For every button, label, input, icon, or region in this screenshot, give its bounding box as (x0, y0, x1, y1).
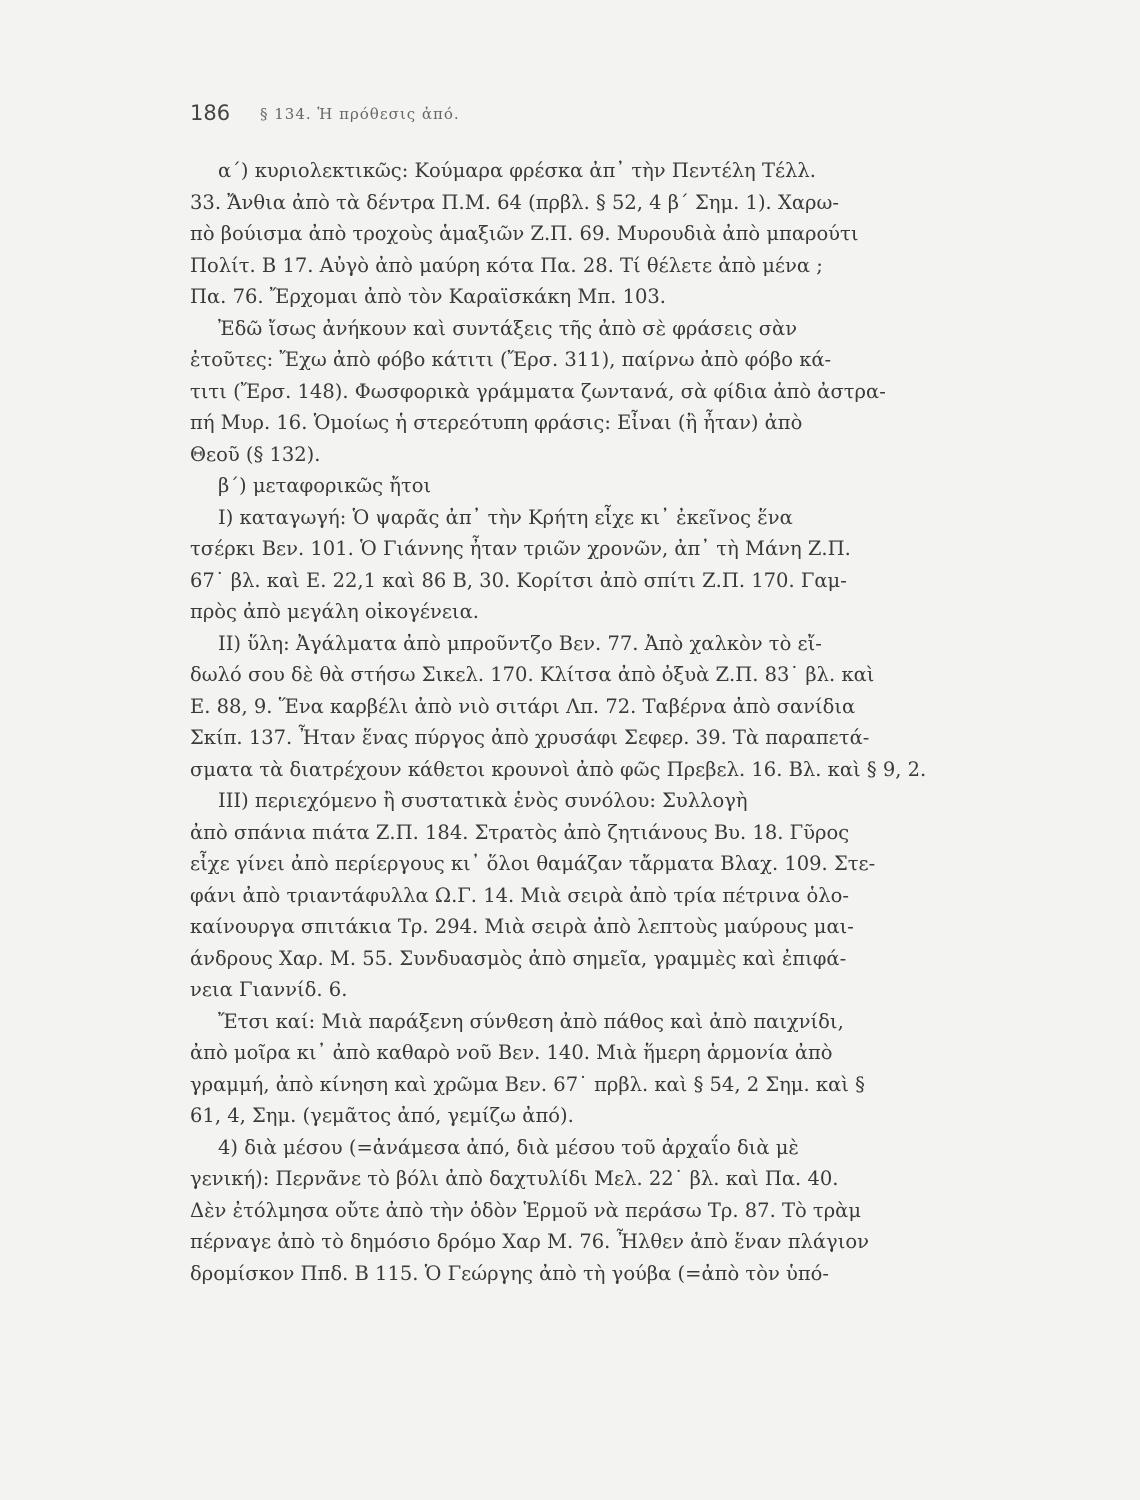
text-line: τιτι (Ἔρσ. 148). Φωσφορικὰ γράμματα ζωντανά, σὰ φίδια ἀπὸ ἀστρα- (190, 379, 886, 403)
text-line: ἀπὸ σπάνια πιάτα Ζ.Π. 184. Στρατὸς ἀπὸ ζητιάνους Βυ. 18. Γῦρος (190, 820, 850, 844)
text-line: Ε. 88, 9. Ἕνα καρβέλι ἀπὸ νιὸ σιτάρι Λπ. 72. Ταβέρνα ἀπὸ σανίδια (190, 694, 856, 718)
text-line: Δὲν ἐτόλμησα οὔτε ἀπὸ τὴν ὁδὸν Ἑρμοῦ νὰ περάσω Τρ. 87. Τὸ τρὰμ (190, 1198, 862, 1222)
text-line: εἶχε γίνει ἀπὸ περίεργους κι᾽ ὅλοι θαμάζαν τἄρματα Βλαχ. 109. Στε- (190, 852, 876, 875)
text-line: άνδρους Χαρ. Μ. 55. Συνδυασμὸς ἀπὸ σημεῖα, γραμμὲς καὶ ἐπιφά- (190, 946, 847, 970)
page-number: 186 (190, 101, 231, 125)
text-line: Πα. 76. Ἔρχομαι ἀπὸ τὸν Καραϊσκάκη Μπ. 103. (190, 285, 666, 308)
text-line: πέρναγε ἀπὸ τὸ δημόσιο δρόμο Χαρ Μ. 76. Ἦλθεν ἀπὸ ἕναν πλάγιον (190, 1230, 869, 1253)
text-line: Θεοῦ (§ 132). (190, 442, 321, 466)
text-line: Ἐδῶ ἴσως ἀνήκουν καὶ συντάξεις τῆς ἀπὸ σὲ φράσεις σὰν (218, 316, 798, 340)
text-line: 61, 4, Σημ. (γεμᾶτος ἀπό, γεμίζω ἀπό). (190, 1104, 574, 1127)
page-header (190, 101, 990, 135)
text-line: ΙΙΙ) περιεχόμενο ἢ συστατικὰ ἑνὸς συνόλου: Συλλογὴ (218, 789, 748, 812)
text-line: β΄) μεταφορικῶς ἤτοι (218, 474, 432, 497)
text-line: Σκίπ. 137. Ἦταν ἕνας πύργος ἀπὸ χρυσάφι Σεφερ. 39. Τὰ παραπετά- (190, 726, 870, 749)
text-line: καίνουργα σπιτάκια Τρ. 294. Μιὰ σειρὰ ἀπὸ λεπτοὺς μαύρους μαι- (190, 915, 854, 938)
text-line: δρομίσκον Ππδ. Β 115. Ὁ Γεώργης ἀπὸ τὴ γούβα (=ἀπὸ τὸν ὑπό- (190, 1261, 829, 1285)
text-line: σματα τὰ διατρέχουν κάθετοι κρουνοὶ ἀπὸ φῶς Πρεβελ. 16. Βλ. καὶ § 9, 2. (190, 757, 927, 781)
text-line: 67˙ βλ. καὶ Ε. 22,1 καὶ 86 Β, 30. Κορίτσι ἀπὸ σπίτι Ζ.Π. 170. Γαμ- (190, 568, 847, 592)
text-line: γενική): Περνᾶνε τὸ βόλι ἀπὸ δαχτυλίδι Μελ. 22˙ βλ. καὶ Πα. 40. (190, 1167, 839, 1190)
text-line: δωλό σου δὲ θὰ στήσω Σικελ. 170. Κλίτσα ἀπὸ ὀξυὰ Ζ.Π. 83˙ βλ. καὶ (190, 663, 875, 686)
text-line: 33. Ἄνθια ἀπὸ τὰ δέντρα Π.Μ. 64 (πρβλ. § 52, 4 β΄ Σημ. 1). Χαρω- (190, 190, 839, 214)
running-head: § 134. Ἡ πρόθεσις ἀπό. (260, 105, 460, 123)
text-line: α΄) κυριολεκτικῶς: Κούμαρα φρέσκα ἀπ᾽ τὴν Πεντέλη Τέλλ. (218, 159, 816, 182)
text-line: γραμμή, ἀπὸ κίνηση καὶ χρῶμα Βεν. 67˙ πρβλ. καὶ § 54, 2 Σημ. καὶ § (190, 1072, 865, 1096)
text-line: τσέρκι Βεν. 101. Ὁ Γιάννης ἦταν τριῶν χρονῶν, ἀπ᾽ τὴ Μάνη Ζ.Π. (190, 537, 851, 560)
text-line: ἐτοῦτες: Ἔχω ἀπὸ φόβο κάτιτι (Ἔρσ. 311), παίρνω ἀπὸ φόβο κά- (190, 348, 832, 371)
text-line: Ι) καταγωγή: Ὁ ψαρᾶς ἀπ᾽ τὴν Κρήτη εἶχε κι᾽ ἐκεῖνος ἕνα (218, 505, 793, 529)
text-line: Ἔτσι καί: Μιὰ παράξενη σύνθεση ἀπὸ πάθος καὶ ἀπὸ παιχνίδι, (218, 1009, 844, 1033)
text-line: φάνι ἀπὸ τριαντάφυλλα Ω.Γ. 14. Μιὰ σειρὰ ἀπὸ τρία πέτρινα ὁλο- (190, 883, 849, 907)
text-line: ἀπὸ μοῖρα κι᾽ ἀπὸ καθαρὸ νοῦ Βεν. 140. Μιὰ ἥμερη ἁρμονία ἀπὸ (190, 1041, 833, 1064)
text-line: ΙΙ) ὕλη: Ἀγάλματα ἀπὸ μπροῦντζο Βεν. 77. Ἀπὸ χαλκὸν τὸ εἴ- (218, 631, 822, 655)
text-line: πὸ βούισμα ἀπὸ τροχοὺς ἁμαξιῶν Ζ.Π. 69. Μυρουδιὰ ἀπὸ μπαρούτι (190, 222, 859, 245)
text-line: πή Μυρ. 16. Ὁμοίως ἡ στερεότυπη φράσις: Εἶναι (ἢ ἦταν) ἀπὸ (190, 411, 803, 434)
text-line: 4) διὰ μέσου (=ἀνάμεσα ἀπό, διὰ μέσου τοῦ ἀρχαΐο διὰ μὲ (218, 1135, 799, 1159)
text-line: νεια Γιαννίδ. 6. (190, 978, 348, 1001)
body-text (190, 155, 980, 1289)
text-line: πρὸς ἀπὸ μεγάλη οἰκογένεια. (190, 600, 479, 623)
text-line: Πολίτ. Β 17. Αὐγὸ ἀπὸ μαύρη κότα Πα. 28. Τί θέλετε ἀπὸ μένα ; (190, 253, 823, 277)
